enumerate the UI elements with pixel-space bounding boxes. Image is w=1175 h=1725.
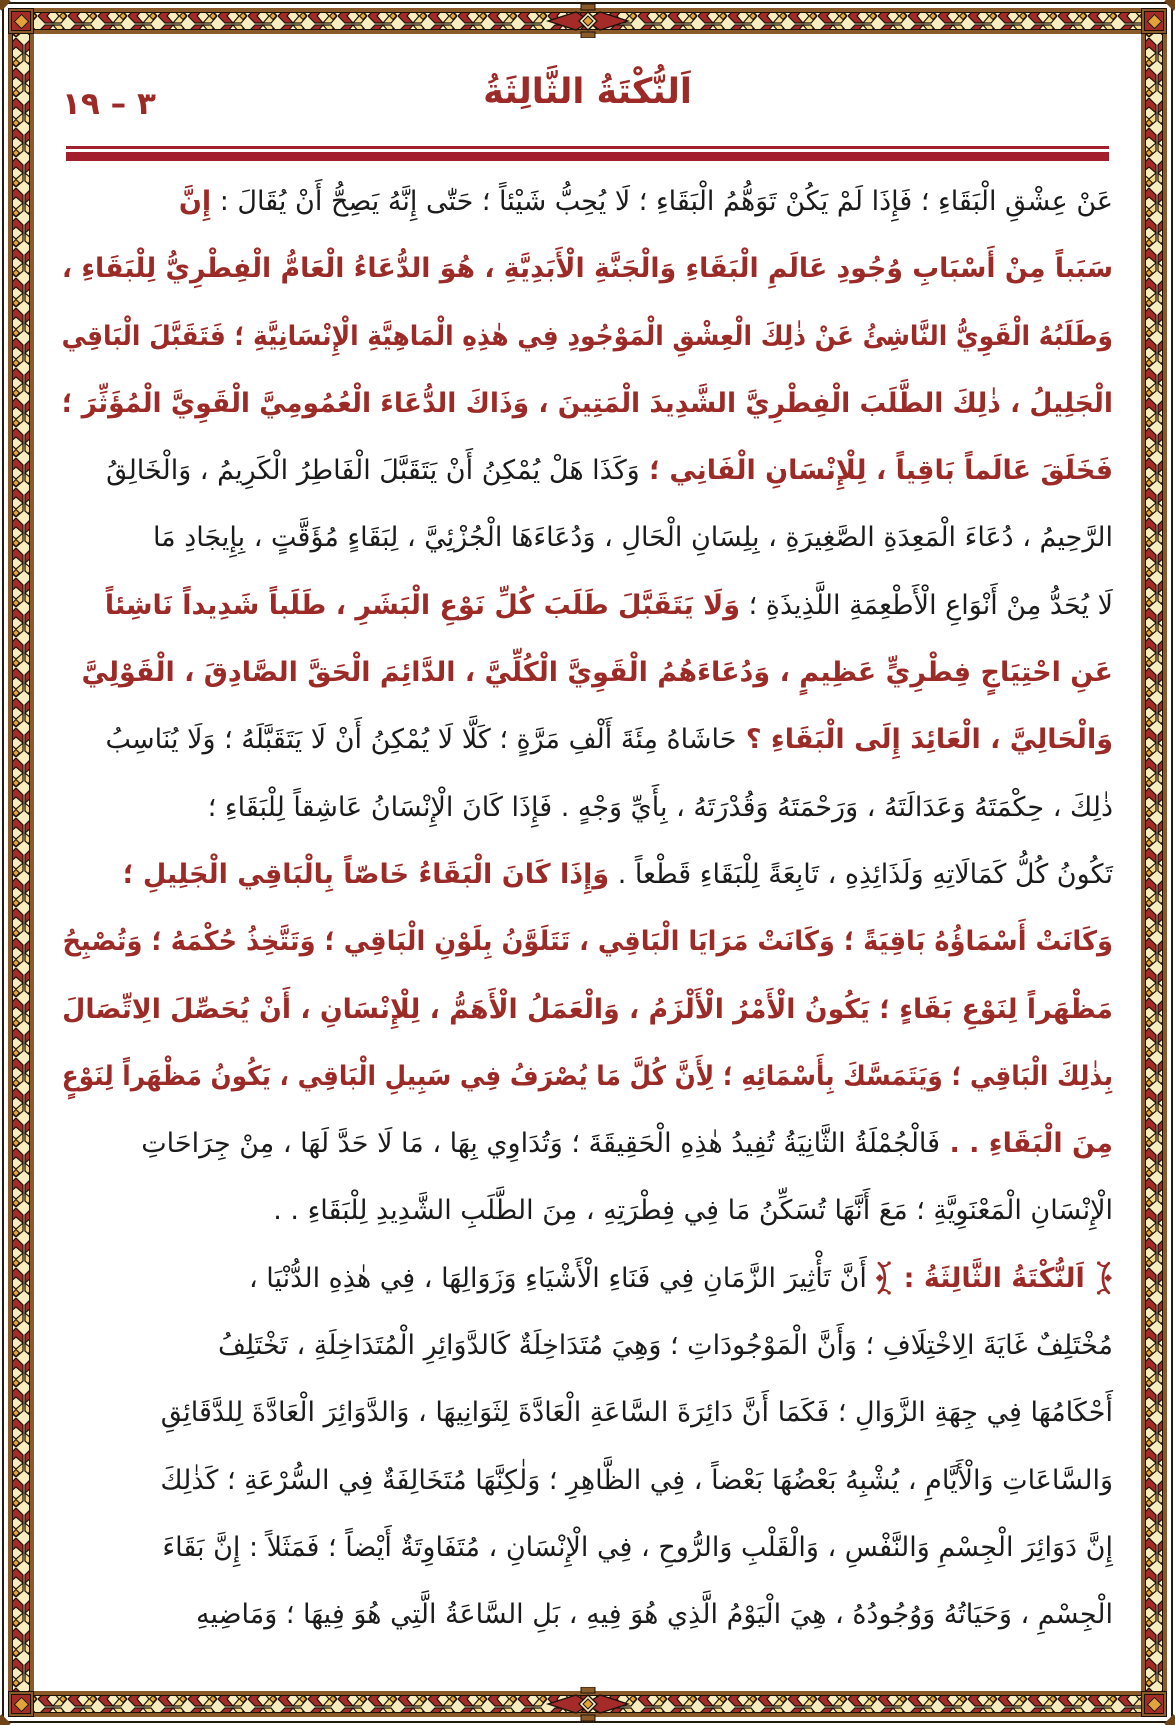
text-segment: مُخْتَلِفٌ غَايَةَ الِاخْتِلَافِ ؛ وَأَنَّ الْمَوْجُودَاتِ ؛ وَهِيَ مُتَدَاخِلَةٌ كَالدَّوَائِرِ الْمُتَدَاخِلَةِ ، تَخْتَلِفُ — [217, 1330, 1113, 1362]
body-line — [62, 976, 1114, 1043]
body-line — [62, 504, 1113, 571]
body-text — [62, 168, 1113, 1649]
body-line — [62, 168, 1113, 235]
body-line — [62, 639, 1113, 706]
text-segment: الْجَلِيلُ ، ذٰلِكَ الطَّلَبَ الْفِطْرِيَّ الشَّدِيدَ الْمَتِينَ ، وَذَاكَ الدُّعَاءَ الْعُمُومِيَّ الْقَوِيَّ الْمُؤَثِّرَ ؛ — [61, 387, 1113, 419]
page-title: اَلنُّكْتَةُ الثَّالِثَةُ — [483, 72, 692, 112]
body-line — [62, 774, 1113, 841]
text-segment: تَكُونُ كُلُّ كَمَالَاتِهِ وَلَذَائِذِهِ ، تَابِعَةً لِلْبَقَاءِ قَطْعاً . — [609, 858, 1113, 890]
text-segment: اَلنُّكْتَةُ الثَّالِثَةُ : — [894, 1262, 1095, 1294]
text-segment: مَظْهَراً لِنَوْعِ بَقَاءٍ ؛ يَكُونُ الْأَمْرُ الْأَلْزَمُ ، وَالْعَمَلُ الْأَهَمُّ ، لِلْإِنْسَانِ ، أَنْ يُحَصِّلَ الِاتِّصَالَ — [62, 993, 1114, 1025]
body-line — [61, 235, 1113, 302]
body-line — [62, 1447, 1113, 1514]
text-segment: وَكَذَا هَلْ يُمْكِنُ أَنْ يَتَقَبَّلَ الْفَاطِرُ الْكَرِيمُ ، وَالْخَالِقُ — [106, 455, 640, 487]
body-line — [62, 572, 1113, 639]
body-line — [62, 841, 1113, 908]
body-line — [62, 1514, 1113, 1581]
text-segment: فَخَلَقَ عَالَماً بَاقِياً ، لِلْإِنْسَانِ الْفَانِي ؛ — [639, 455, 1113, 487]
body-line — [62, 1110, 1113, 1177]
body-line — [62, 1312, 1113, 1379]
text-segment: وَلَا يَتَقَبَّلَ طَلَبَ كُلِّ نَوْعِ الْبَشَرِ ، طَلَباً شَدِيداً نَاشِئاً — [104, 589, 741, 621]
text-segment: وَإِذَا كَانَ الْبَقَاءُ خَاصّاً بِالْبَاقِي الْجَلِيلِ ؛ — [122, 858, 610, 890]
body-line — [62, 1177, 1113, 1244]
text-segment: بِذٰلِكَ الْبَاقِي ؛ وَيَتَمَسَّكَ بِأَسْمَائِهِ ؛ لِأَنَّ كُلَّ مَا يُصْرَفُ فِي سَبِيلِ الْبَاقِي ، يَكُونُ مَظْهَراً لِنَوْعٍ — [61, 1060, 1113, 1092]
body-line — [61, 303, 1114, 370]
text-segment: إِنَّ — [178, 186, 212, 217]
body-line — [62, 1581, 1113, 1648]
text-segment: ذٰلِكَ ، حِكْمَتَهُ وَعَدَالَتَهُ ، وَرَحْمَتَهُ وَقُدْرَتَهُ ، بِأَيِّ وَجْهٍ . فَإِذَا كَانَ الْإِنْسَانُ عَاشِقاً لِلْبَقَاءِ ؛ — [207, 791, 1113, 823]
text-segment: مِنَ الْبَقَاءِ . . — [940, 1128, 1113, 1160]
page-number: ٣ – ١٩ — [62, 86, 156, 122]
text-segment: وَطَلَبُهُ الْقَوِيُّ النَّاشِئُ عَنْ ذٰلِكَ الْعِشْقِ الْمَوْجُودِ فِي هٰذِهِ الْمَاهِيَّةِ الْإِنْسَانِيَّةِ ؛ فَتَقَبَّلَ الْبَاقِي — [61, 320, 1114, 352]
body-line — [62, 908, 1114, 975]
text-segment: لَا يُحَدُّ مِنْ أَنْوَاعِ الْأَطْعِمَةِ اللَّذِيذَةِ ؛ — [740, 589, 1113, 621]
text-segment: الْإِنْسَانِ الْمَعْنَوِيَّةِ ؛ مَعَ أَنَّهَا تُسَكِّنُ مَا فِي فِطْرَتِهِ ، مِنَ الطَّلَبِ الشَّدِيدِ لِلْبَقَاءِ . . — [273, 1195, 1113, 1227]
page-content — [62, 0, 1113, 1685]
border-medallion-bottom-icon — [542, 1687, 634, 1721]
text-segment: الْجِسْمِ ، وَحَيَاتُهُ وَوُجُودُهُ ، هِيَ الْيَوْمُ الَّذِي هُوَ فِيهِ ، بَلِ السَّاعَةُ الَّتِي هُوَ فِيهَا ؛ وَمَاضِيهِ — [195, 1599, 1113, 1631]
body-line — [62, 1245, 1113, 1312]
border-corner-icon — [8, 8, 34, 34]
text-segment: وَكَانَتْ أَسْمَاؤُهُ بَاقِيَةً ؛ وَكَانَتْ مَرَايَا الْبَاقِي ، تَتَلَوَّنُ بِلَوْنِ الْبَاقِي ؛ وَتَتَّخِذُ حُكْمَهُ ؛ وَتُصْبِحُ — [62, 926, 1114, 958]
border-left-chain — [8, 8, 34, 1717]
body-line — [61, 1043, 1113, 1110]
text-segment: الرَّحِيمُ ، دُعَاءَ الْمَعِدَةِ الصَّغِيرَةِ ، بِلِسَانِ الْحَالِ ، وَدُعَاءَهَا الْجُزْئِيَّ ، لِبَقَاءٍ مُؤَقَّتٍ ، بِإِيجَادِ مَا — [152, 522, 1113, 554]
ornate-bracket-open-icon — [1094, 1260, 1113, 1296]
ornate-bracket-close-icon — [875, 1260, 894, 1296]
text-segment: حَاشَاهُ مِئَةَ أَلْفِ مَرَّةٍ ؛ كَلَّا لَا يُمْكِنُ أَنْ لَا يَتَقَبَّلَهُ ؛ وَلَا يُنَاسِبُ — [105, 724, 737, 756]
body-line — [62, 437, 1113, 504]
text-segment: وَالسَّاعَاتِ وَالْأَيَّامِ ، يُشْبِهُ بَعْضُهَا بَعْضاً ، فِي الظَّاهِرِ ؛ وَلٰكِنَّهَا مُتَخَالِفَةٌ فِي السُّرْعَةِ ؛ كَذٰلِكَ — [160, 1464, 1113, 1496]
border-right-chain — [1141, 8, 1167, 1717]
border-corner-icon — [1141, 1691, 1167, 1717]
text-segment: سَبَباً مِنْ أَسْبَابِ وُجُودِ عَالَمِ الْبَقَاءِ وَالْجَنَّةِ الْأَبَدِيَّةِ ، هُوَ الدُّعَاءُ الْعَامُّ الْفِطْرِيُّ لِلْبَقَاءِ ، — [61, 253, 1113, 285]
body-line — [61, 370, 1113, 437]
text-segment: عَنِ احْتِيَاجٍ فِطْرِيٍّ عَظِيمٍ ، وَدُعَاءَهُمُ الْقَوِيَّ الْكُلِّيَّ ، الدَّائِمَ الْحَقَّ الصَّادِقَ ، الْقَوْلِيَّ — [81, 657, 1113, 689]
border-corner-icon — [8, 1691, 34, 1717]
border-corner-icon — [1141, 8, 1167, 34]
text-segment: أَنَّ تَأْثِيرَ الزَّمَانِ فِي فَنَاءِ الْأَشْيَاءِ وَزَوَالِهَا ، فِي هٰذِهِ الدُّنْيَا ، — [248, 1262, 876, 1294]
text-segment: فَالْجُمْلَةُ الثَّانِيَةُ تُفِيدُ هٰذِهِ الْحَقِيقَةَ ؛ وَتُدَاوِي بِهَا ، مَا لَا حَدَّ لَهَا ، مِنْ جِرَاحَاتِ — [141, 1128, 941, 1160]
text-segment: عَنْ عِشْقِ الْبَقَاءِ ؛ فَإِذَا لَمْ يَكُنْ تَوَهُّمُ الْبَقَاءِ ؛ لَا يُحِبُّ شَيْئاً ؛ حَتّٰى إِنَّهُ يَصِحُّ أَنْ يُقَالَ : — [211, 186, 1113, 217]
body-line — [62, 706, 1113, 773]
title-divider-rule — [66, 146, 1109, 161]
body-line — [62, 1379, 1113, 1446]
text-segment: أَحْكَامُهَا فِي جِهَةِ الزَّوَالِ ؛ فَكَمَا أَنَّ دَائِرَةَ السَّاعَةِ الْعَادَّةَ لِثَوَانِيهَا ، وَالدَّوَائِرَ الْعَادَّةَ لِلدَّقَائِقِ — [160, 1397, 1113, 1429]
text-segment: وَالْحَالِيَّ ، الْعَائِدَ إِلَى الْبَقَاءِ ؟ — [736, 724, 1113, 756]
text-segment: إِنَّ دَوَائِرَ الْجِسْمِ وَالنَّفْسِ ، وَالْقَلْبِ وَالرُّوحِ ، فِي الْإِنْسَانِ ، مُتَفَاوِتَةٌ أَيْضاً ؛ فَمَثَلاً : إِنَّ بَقَاءَ — [162, 1531, 1113, 1563]
